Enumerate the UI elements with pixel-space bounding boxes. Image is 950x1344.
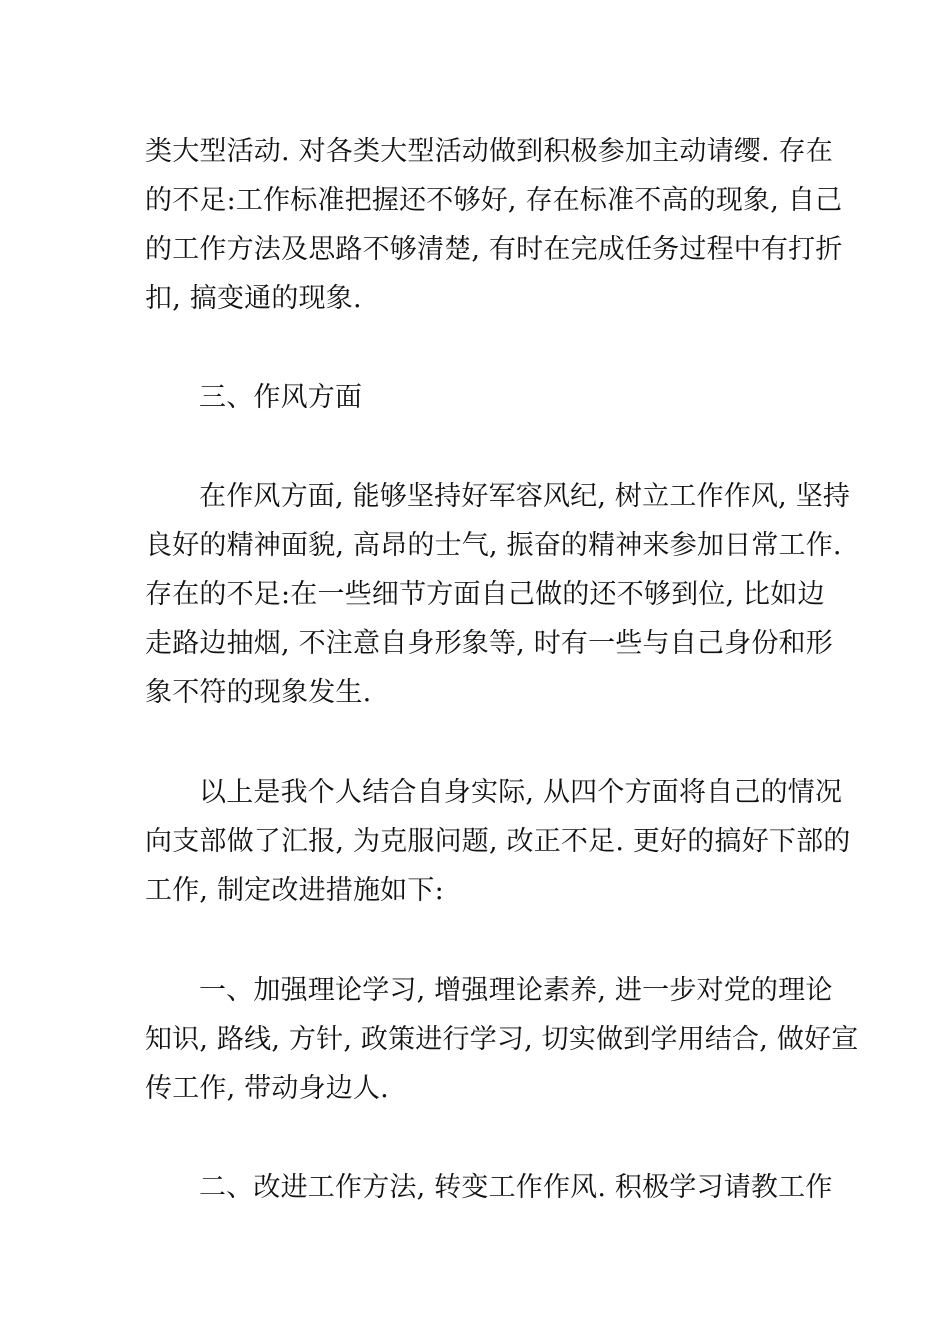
paragraph-line: 扣, 搞变通的现象.	[145, 283, 362, 314]
paragraph-line: 的不足:工作标准把握还不够好, 存在标准不高的现象, 自己	[145, 185, 843, 216]
paragraph-line: 向支部做了汇报, 为克服问题, 改正不足. 更好的搞好下部的	[145, 826, 851, 857]
paragraph-line: 在作风方面, 能够坚持好军容风纪, 树立工作作风, 坚持	[199, 481, 851, 512]
paragraph-line: 存在的不足:在一些细节方面自己做的还不够到位, 比如边	[145, 579, 825, 610]
paragraph-line: 传工作, 带动身边人.	[145, 1073, 389, 1104]
paragraph-line: 良好的精神面貌, 高昂的士气, 振奋的精神来参加日常工作.	[145, 530, 842, 561]
paragraph-line: 象不符的现象发生.	[145, 677, 372, 708]
paragraph-line: 一、加强理论学习, 增强理论素养, 进一步对党的理论	[199, 975, 833, 1006]
paragraph-line: 的工作方法及思路不够清楚, 有时在完成任务过程中有打折	[145, 234, 843, 265]
section-heading: 三、作风方面	[199, 382, 363, 413]
paragraph-line: 走路边抽烟, 不注意自身形象等, 时有一些与自己身份和形	[145, 628, 833, 659]
paragraph-line: 知识, 路线, 方针, 政策进行学习, 切实做到学用结合, 做好宣	[145, 1024, 859, 1055]
paragraph-line: 以上是我个人结合自身实际, 从四个方面将自己的情况	[199, 777, 843, 808]
paragraph-line: 类大型活动. 对各类大型活动做到积极参加主动请缨. 存在	[145, 136, 833, 167]
paragraph-line: 工作, 制定改进措施如下:	[145, 875, 444, 906]
paragraph-line: 二、改进工作方法, 转变工作作风. 积极学习请教工作	[199, 1172, 833, 1203]
